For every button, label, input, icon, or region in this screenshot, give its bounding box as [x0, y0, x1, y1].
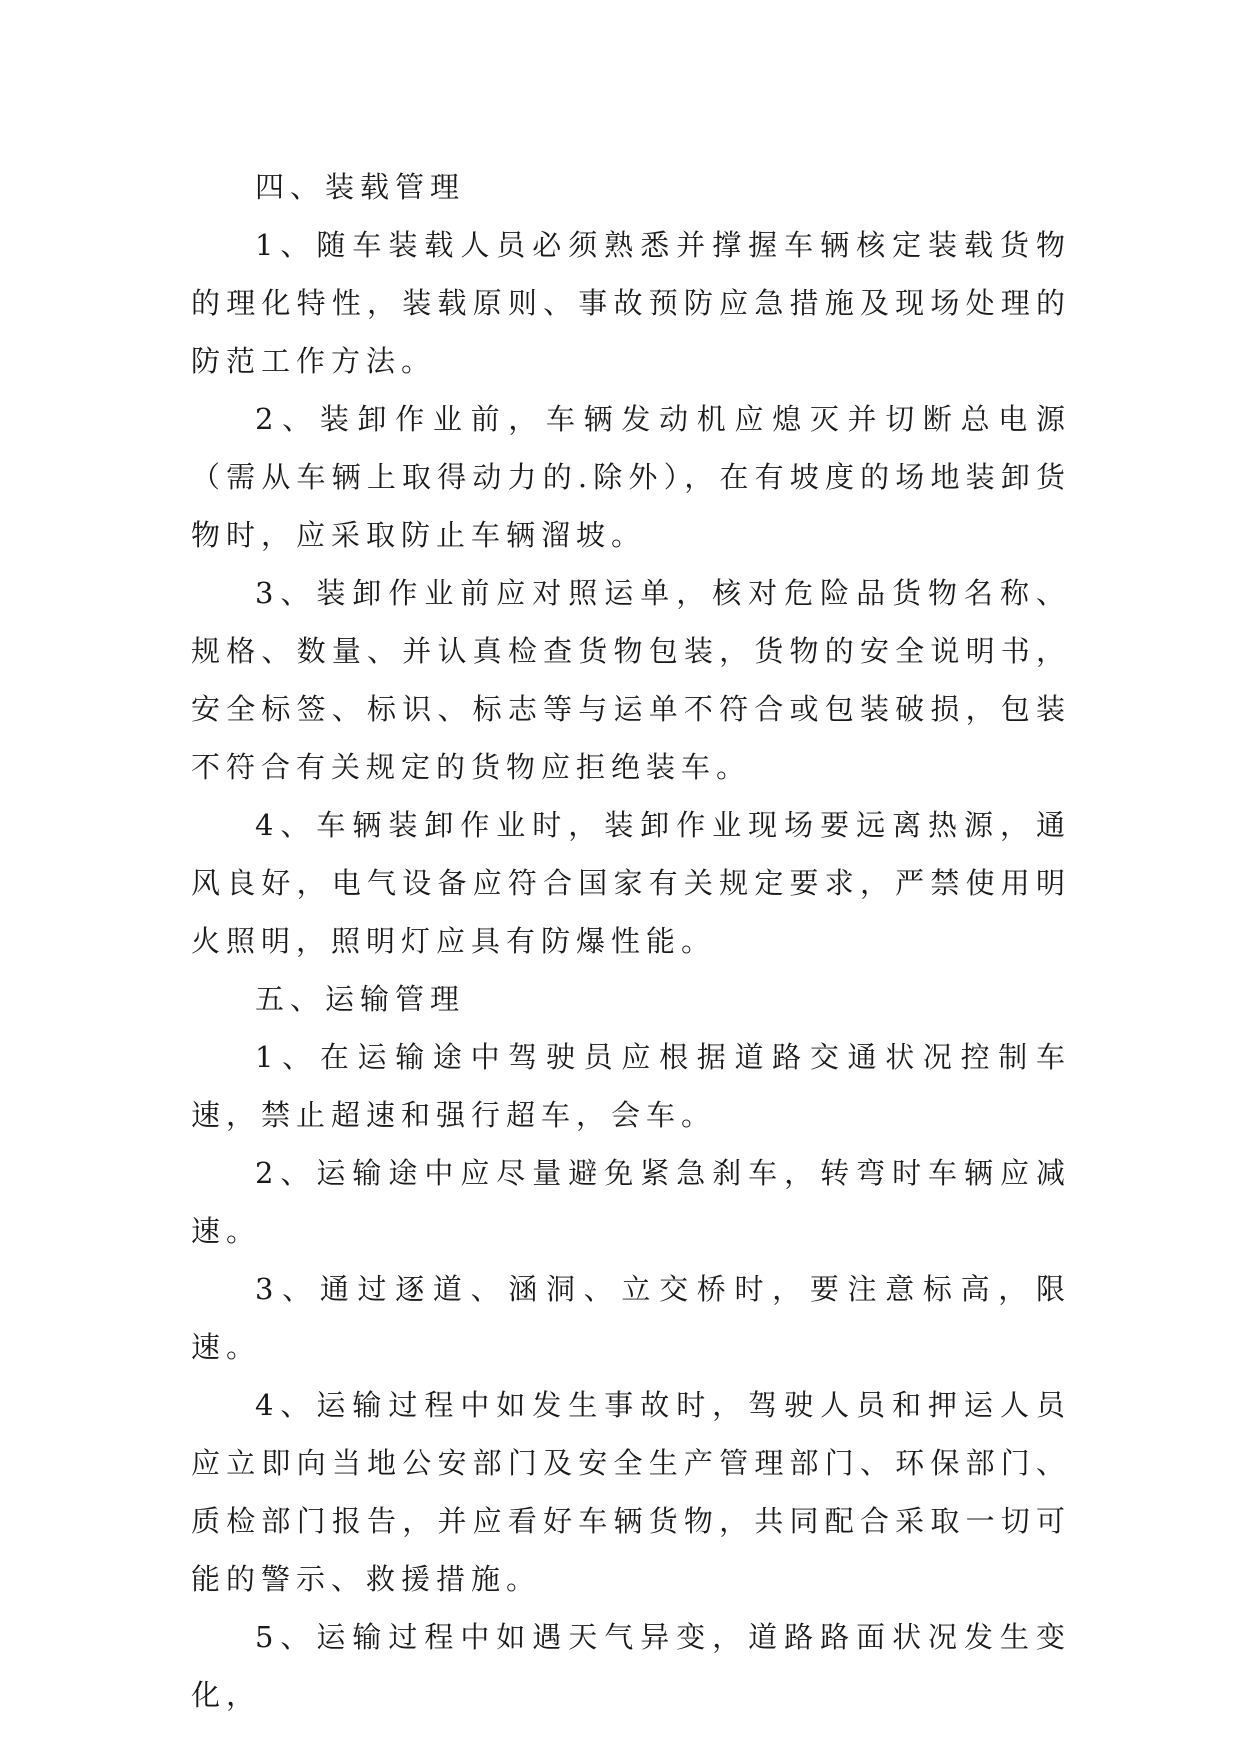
- paragraph-transport-4: 4、运输过程中如发生事故时，驾驶人员和押运人员应立即向当地公安部门及安全生产管理部门、环保部门、质检部门报告，并应看好车辆货物，共同配合采取一切可能的警示、救援措施。: [191, 1388, 1071, 1596]
- paragraph-transport-2: 2、运输途中应尽量避免紧急刹车，转弯时车辆应减速。: [191, 1156, 1071, 1248]
- section-heading-loading-management: 四、装载管理: [255, 170, 466, 204]
- document-body: [191, 158, 1071, 1724]
- paragraph-transport-1: 1、在运输途中驾驶员应根据道路交通状况控制车速，禁止超速和强行超车，会车。: [191, 1040, 1071, 1132]
- paragraph-transport-3: 3、通过逐道、涵洞、立交桥时，要注意标高，限速。: [191, 1272, 1071, 1364]
- paragraph-loading-2: 2、装卸作业前，车辆发动机应熄灭并切断总电源（需从车辆上取得动力的.除外），在有坡度的场地装卸货物时，应采取防止车辆溜坡。: [191, 402, 1071, 552]
- paragraph-loading-4: 4、车辆装卸作业时，装卸作业现场要远离热源，通风良好，电气设备应符合国家有关规定要求，严禁使用明火照明，照明灯应具有防爆性能。: [191, 808, 1071, 958]
- paragraph-loading-1: 1、随车装载人员必须熟悉并撑握车辆核定装载货物的理化特性，装载原则、事故预防应急措施及现场处理的防范工作方法。: [191, 228, 1071, 378]
- paragraph-loading-3: 3、装卸作业前应对照运单，核对危险品货物名称、规格、数量、并认真检查货物包装，货物的安全说明书，安全标签、标识、标志等与运单不符合或包装破损，包装不符合有关规定的货物应拒绝装车。: [191, 576, 1071, 784]
- section-heading-transport-management: 五、运输管理: [255, 982, 466, 1016]
- paragraph-transport-5: 5、运输过程中如遇天气异变，道路路面状况发生变化，: [191, 1620, 1071, 1712]
